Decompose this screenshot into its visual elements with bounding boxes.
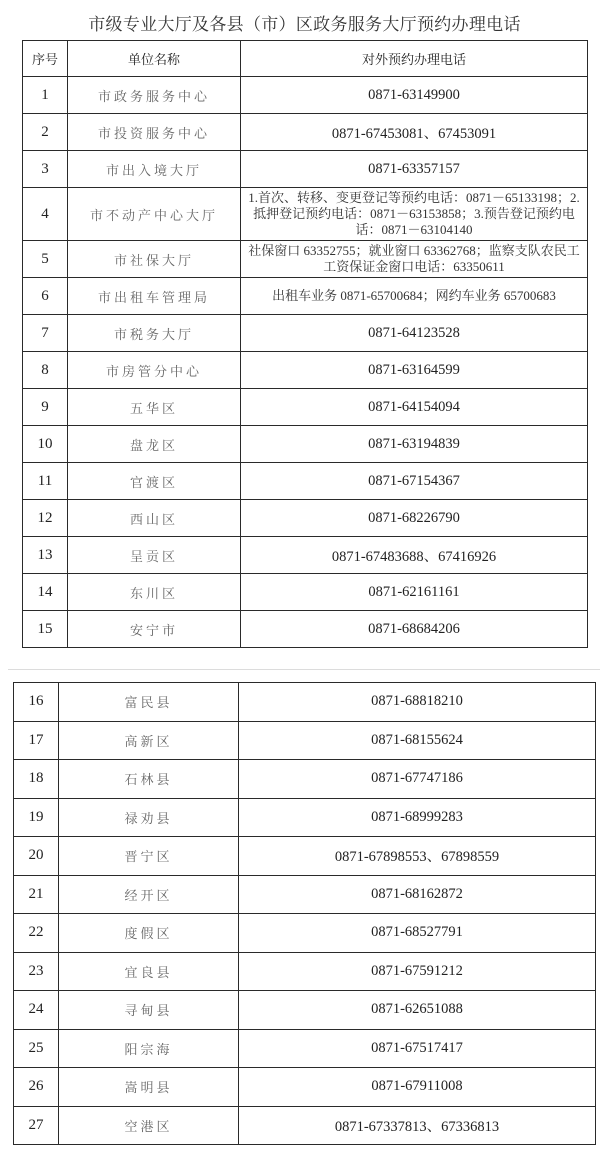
phone-number: 0871-63357157 [241,151,588,188]
phone-number: 1.首次、转移、变更登记等预约电话：0871－65133198；2.抵押登记预约电话：0871－63153858；3.预告登记预约电话：0871－63104140 [241,188,588,241]
row-index: 18 [14,760,59,799]
phone-number: 0871-68226790 [241,500,588,537]
table-row [23,574,588,611]
row-index: 20 [14,837,59,876]
row-index: 2 [23,114,68,151]
unit-name: 五华区 [68,389,241,426]
table-row [14,837,596,876]
row-index: 25 [14,1029,59,1068]
unit-name: 市不动产中心大厅 [68,188,241,241]
row-index: 5 [23,241,68,278]
phone-number: 社保窗口 63352755；就业窗口 63362768；监察支队农民工工资保证金窗口电话：63350611 [241,241,588,278]
phone-number: 0871-64123528 [241,315,588,352]
page-separator [8,669,600,670]
unit-name: 阳宗海 [59,1029,239,1068]
table-row [14,952,596,991]
unit-name: 经开区 [59,875,239,914]
table-row [23,188,588,241]
table-header-row [23,41,588,77]
row-index: 13 [23,537,68,574]
unit-name: 呈贡区 [68,537,241,574]
unit-name: 寻甸县 [59,991,239,1030]
unit-name: 空港区 [59,1106,239,1145]
phone-number: 0871-63149900 [241,77,588,114]
row-index: 22 [14,914,59,953]
row-index: 10 [23,426,68,463]
phone-number: 0871-62161161 [241,574,588,611]
phone-number: 0871-67911008 [239,1068,596,1107]
row-index: 11 [23,463,68,500]
phone-number: 0871-67747186 [239,760,596,799]
phone-number: 0871-63194839 [241,426,588,463]
phone-number: 出租车业务 0871-65700684；网约车业务 65700683 [241,278,588,315]
unit-name: 市房管分中心 [68,352,241,389]
row-index: 14 [23,574,68,611]
phone-number: 0871-67517417 [239,1029,596,1068]
table-row [23,352,588,389]
table-row [23,151,588,188]
row-index: 19 [14,798,59,837]
phone-number: 0871-67483688、67416926 [241,537,588,574]
header-index: 序号 [23,41,68,77]
unit-name: 石林县 [59,760,239,799]
phone-number: 0871-67337813、67336813 [239,1106,596,1145]
unit-name: 富民县 [59,683,239,722]
phone-number: 0871-68684206 [241,611,588,648]
phone-number: 0871-67898553、67898559 [239,837,596,876]
row-index: 15 [23,611,68,648]
unit-name: 盘龙区 [68,426,241,463]
table-row [14,875,596,914]
appointment-phone-table-part1 [22,40,588,648]
unit-name: 东川区 [68,574,241,611]
unit-name: 市出入境大厅 [68,151,241,188]
row-index: 4 [23,188,68,241]
row-index: 26 [14,1068,59,1107]
table-row [14,760,596,799]
document-title: 市级专业大厅及各县（市）区政务服务大厅预约办理电话 [88,15,521,35]
table-row [23,278,588,315]
table-row [14,1029,596,1068]
unit-name: 官渡区 [68,463,241,500]
unit-name: 市出租车管理局 [68,278,241,315]
table-row [14,683,596,722]
table-row [23,463,588,500]
table-row [23,537,588,574]
phone-number: 0871-68999283 [239,798,596,837]
header-unit-name: 单位名称 [68,41,241,77]
phone-number: 0871-68527791 [239,914,596,953]
phone-number: 0871-67453081、67453091 [241,114,588,151]
row-index: 23 [14,952,59,991]
phone-number: 0871-62651088 [239,991,596,1030]
table-row [23,315,588,352]
phone-number: 0871-67154367 [241,463,588,500]
unit-name: 嵩明县 [59,1068,239,1107]
row-index: 12 [23,500,68,537]
row-index: 8 [23,352,68,389]
table-row [23,241,588,278]
unit-name: 市投资服务中心 [68,114,241,151]
row-index: 1 [23,77,68,114]
phone-number: 0871-63164599 [241,352,588,389]
unit-name: 禄劝县 [59,798,239,837]
phone-number: 0871-64154094 [241,389,588,426]
table-row [23,389,588,426]
phone-number: 0871-68155624 [239,721,596,760]
unit-name: 西山区 [68,500,241,537]
unit-name: 市税务大厅 [68,315,241,352]
row-index: 17 [14,721,59,760]
table-row [23,114,588,151]
table-row [14,991,596,1030]
table-row [14,721,596,760]
table-row [14,1106,596,1145]
table-row [23,611,588,648]
phone-number: 0871-67591212 [239,952,596,991]
unit-name: 高新区 [59,721,239,760]
row-index: 7 [23,315,68,352]
unit-name: 宜良县 [59,952,239,991]
table-row [14,1068,596,1107]
row-index: 21 [14,875,59,914]
unit-name: 度假区 [59,914,239,953]
row-index: 27 [14,1106,59,1145]
row-index: 24 [14,991,59,1030]
row-index: 16 [14,683,59,722]
table-row [23,426,588,463]
row-index: 9 [23,389,68,426]
phone-number: 0871-68162872 [239,875,596,914]
row-index: 6 [23,278,68,315]
unit-name: 安宁市 [68,611,241,648]
table-row [14,914,596,953]
header-phone: 对外预约办理电话 [241,41,588,77]
row-index: 3 [23,151,68,188]
table-row [14,798,596,837]
unit-name: 晋宁区 [59,837,239,876]
table-row [23,77,588,114]
table-row [23,500,588,537]
appointment-phone-table-part2 [13,682,596,1145]
unit-name: 市社保大厅 [68,241,241,278]
unit-name: 市政务服务中心 [68,77,241,114]
phone-number: 0871-68818210 [239,683,596,722]
